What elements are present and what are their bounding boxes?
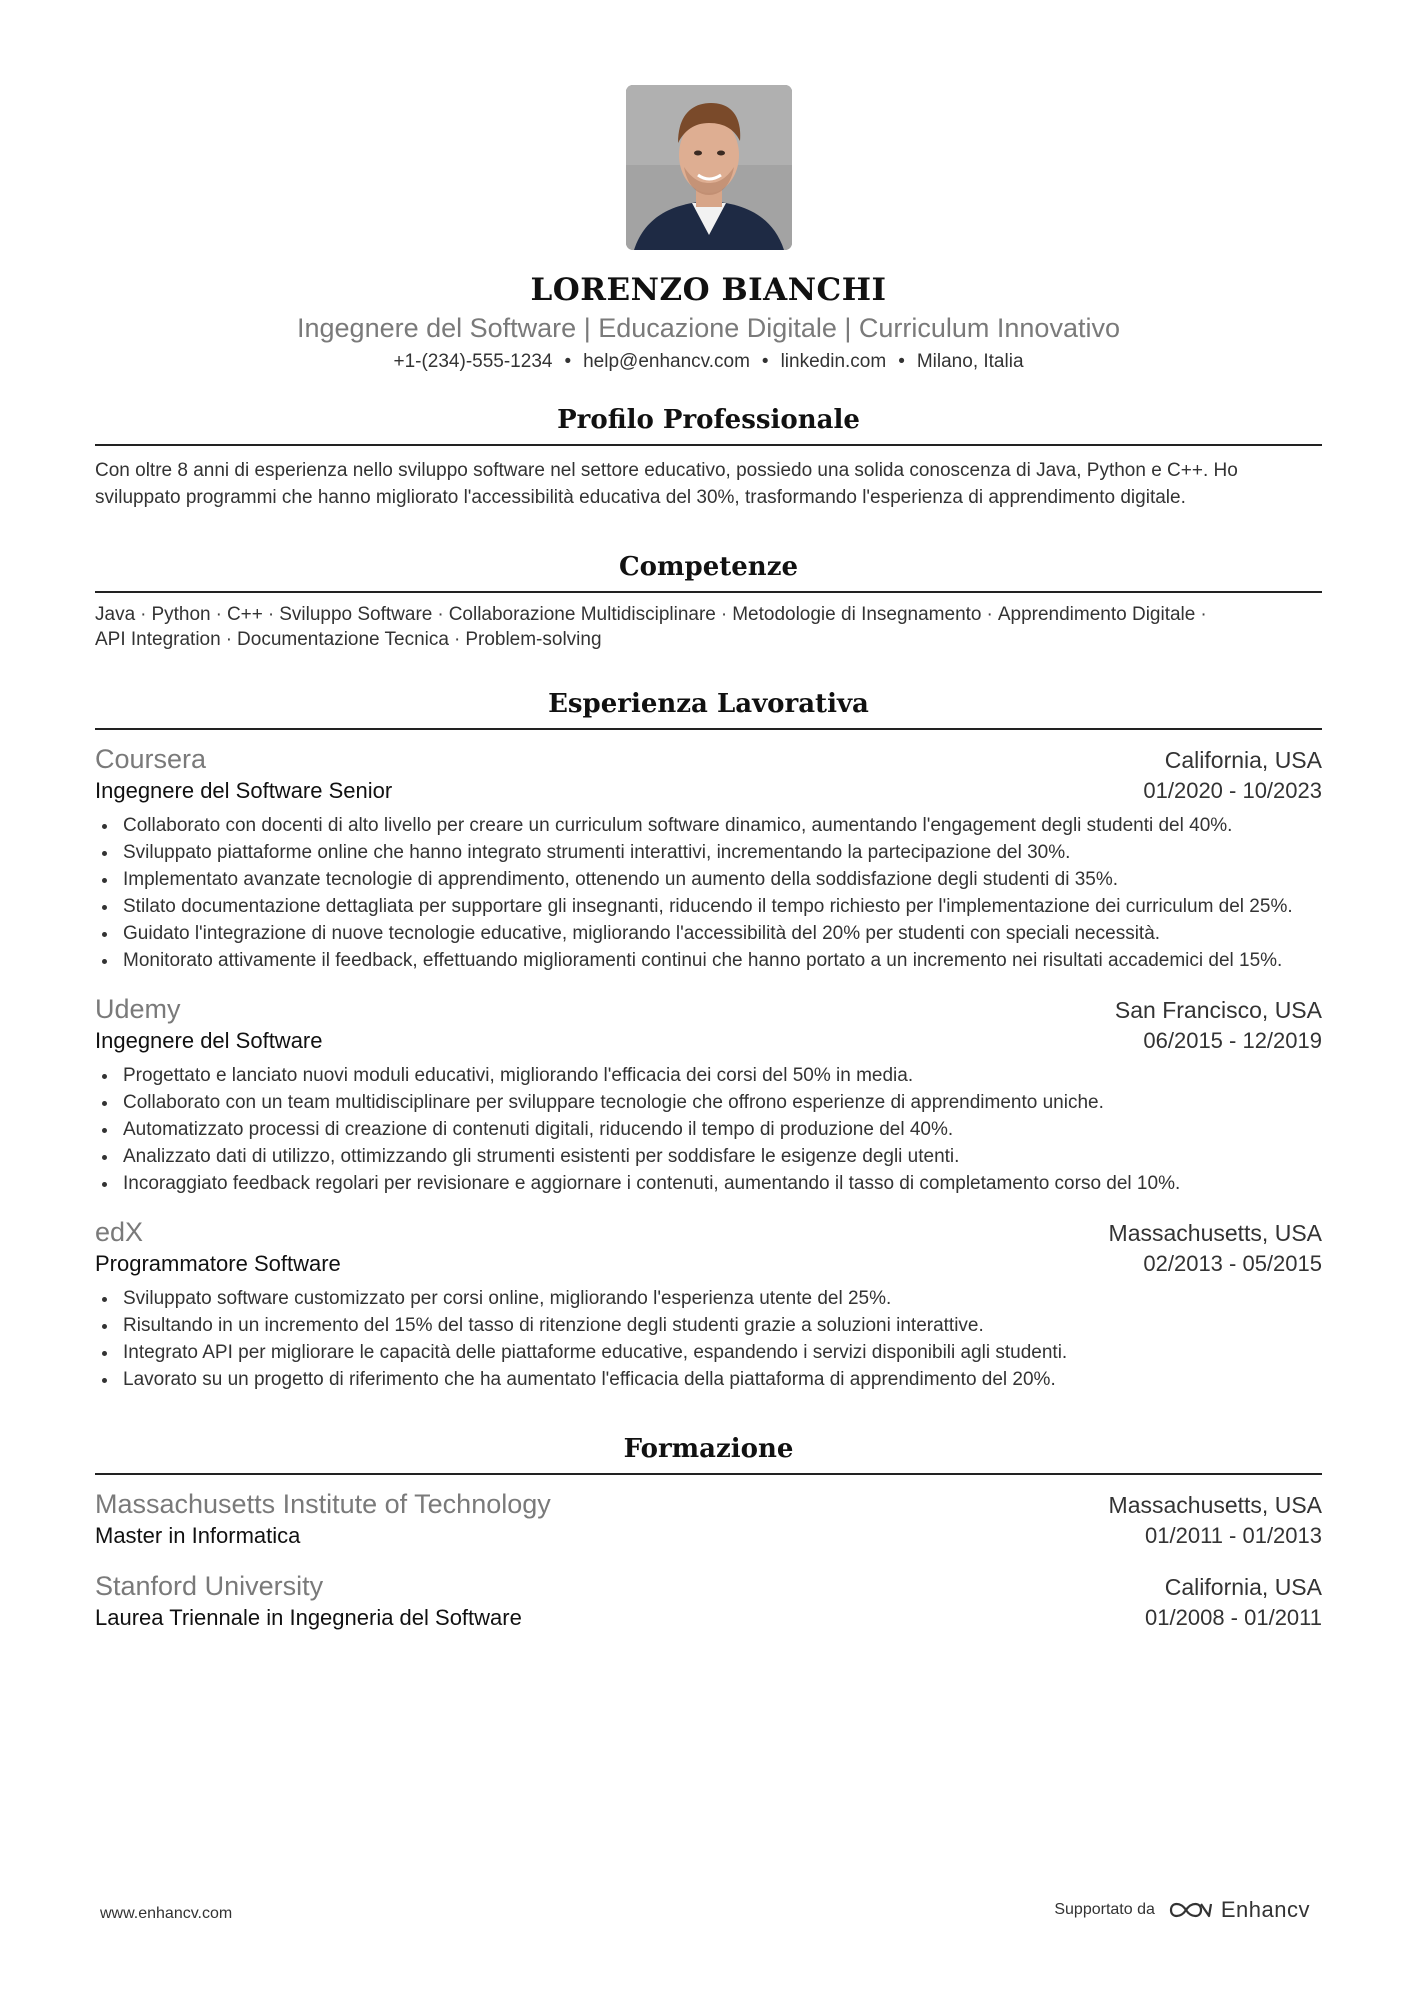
contact-location: Milano, Italia — [916, 351, 1024, 372]
contact-linkedin[interactable]: linkedin.com — [780, 351, 887, 372]
section-title: Profilo Professionale — [95, 404, 1322, 446]
job-role-row — [95, 1026, 1322, 1056]
education-header-row — [95, 1569, 1322, 1603]
education-degree: Laurea Triennale in Ingegneria del Software — [95, 1605, 522, 1630]
separator-dot: • — [761, 351, 769, 372]
job-role-row — [95, 1249, 1322, 1279]
education-section — [95, 1433, 1322, 1633]
skill-item: Collaborazione Multidisciplinare — [448, 604, 716, 625]
job-entry — [95, 992, 1322, 1197]
education-entry — [95, 1569, 1322, 1633]
brand-name: Enhancv — [1220, 1897, 1310, 1922]
skills-section — [95, 551, 1322, 652]
job-role-row — [95, 776, 1322, 806]
job-entry — [95, 742, 1322, 974]
job-header-row — [95, 1215, 1322, 1249]
separator-dot: • — [898, 351, 905, 372]
skill-item: Apprendimento Digitale — [997, 604, 1196, 625]
job-bullets — [95, 1062, 1322, 1197]
job-bullet: Progettato e lanciato nuovi moduli educativi, migliorando l'efficacia dei corsi del 50% in media. — [95, 1062, 1322, 1089]
profile-section — [95, 404, 1322, 511]
skill-separator: · — [1200, 604, 1207, 625]
education-location: California, USA — [1164, 1574, 1322, 1600]
job-company: Udemy — [95, 994, 181, 1024]
job-header-row — [95, 742, 1322, 776]
education-header-row — [95, 1487, 1322, 1521]
profile-photo — [626, 85, 792, 250]
job-bullet: Analizzato dati di utilizzo, ottimizzando gli strumenti esistenti per soddisfare le esigenze degli utenti. — [95, 1143, 1322, 1170]
skills-list — [95, 602, 1322, 652]
contact-email[interactable]: help@enhancv.com — [583, 351, 750, 372]
job-role: Programmatore Software — [95, 1251, 341, 1276]
experience-section — [95, 688, 1322, 1393]
resume-content — [95, 85, 1322, 1633]
job-location: Massachusetts, USA — [1108, 1220, 1322, 1246]
skill-separator: · — [453, 629, 461, 650]
skill-separator: · — [986, 604, 993, 625]
skill-separator: · — [225, 629, 233, 650]
section-title: Esperienza Lavorativa — [95, 688, 1322, 730]
education-degree-row — [95, 1521, 1322, 1551]
skill-separator: · — [720, 604, 728, 625]
job-entry — [95, 1215, 1322, 1393]
separator-dot: • — [564, 351, 572, 372]
skill-separator: · — [267, 604, 275, 625]
candidate-subtitle: Ingegnere del Software | Educazione Digitale | Curriculum Innovativo — [297, 313, 1120, 343]
skill-separator: · — [215, 604, 222, 625]
job-location: San Francisco, USA — [1114, 997, 1322, 1023]
job-dates: 02/2013 - 05/2015 — [1143, 1251, 1322, 1276]
section-title: Formazione — [95, 1433, 1322, 1475]
education-dates: 01/2008 - 01/2011 — [1145, 1605, 1322, 1630]
skill-item: C++ — [226, 604, 263, 625]
job-role: Ingegnere del Software — [95, 1028, 323, 1053]
contact-line — [95, 350, 1322, 374]
job-bullet: Collaborato con un team multidisciplinare per sviluppare tecnologie che offrono esperienze di apprendimento uniche. — [95, 1089, 1322, 1116]
job-bullet: Lavorato su un progetto di riferimento che ha aumentato l'efficacia della piattaforma di apprendimento del 20%. — [95, 1366, 1322, 1393]
education-location: Massachusetts, USA — [1108, 1492, 1322, 1518]
skill-item: Sviluppo Software — [279, 604, 433, 625]
job-header-row — [95, 992, 1322, 1026]
skill-item: Documentazione Tecnica — [237, 629, 449, 650]
education-school: Massachusetts Institute of Technology — [95, 1489, 551, 1519]
contact-phone[interactable]: +1-(234)-555-1234 — [393, 351, 553, 372]
education-dates: 01/2011 - 01/2013 — [1145, 1523, 1322, 1548]
education-degree: Master in Informatica — [95, 1523, 301, 1548]
job-bullet: Integrato API per migliorare le capacità delle piattaforme educative, espandendo i servizi disponibili agli studenti. — [95, 1339, 1322, 1366]
job-bullet: Collaborato con docenti di alto livello per creare un curriculum software dinamico, aumentando l'engagement degli studenti del 40%. — [95, 812, 1322, 839]
job-bullets — [95, 812, 1322, 974]
education-entry — [95, 1487, 1322, 1551]
job-role: Ingegnere del Software Senior — [95, 778, 393, 803]
skill-item: Metodologie di Insegnamento — [732, 604, 982, 625]
job-bullets — [95, 1285, 1322, 1393]
job-bullet: Sviluppato piattaforme online che hanno integrato strumenti interattivi, incrementando la partecipazione del 30%. — [95, 839, 1322, 866]
profile-summary: Con oltre 8 anni di esperienza nello sviluppo software nel settore educativo, possiedo una solida conoscenza di Java, Python e C++. Ho sviluppato programmi che hanno migliorato l'accessibilità educativa del 30%, trasformando l'esperienza di apprendimento digitale. — [95, 460, 1238, 508]
education-degree-row — [95, 1603, 1322, 1633]
job-bullet: Risultando in un incremento del 15% del tasso di ritenzione degli studenti grazie a soluzioni interattive. — [95, 1312, 1322, 1339]
job-bullet: Incoraggiato feedback regolari per revisionare e aggiornare i contenuti, aumentando il tasso di completamento corso del 10%. — [95, 1170, 1322, 1197]
footer-branding[interactable] — [1054, 1897, 1310, 1923]
job-bullet: Guidato l'integrazione di nuove tecnologie educative, migliorando l'accessibilità del 20% per studenti con speciali necessità. — [95, 920, 1322, 947]
powered-by-label: Supportato da — [1054, 1901, 1155, 1918]
skill-separator: · — [140, 604, 147, 625]
job-dates: 01/2020 - 10/2023 — [1143, 778, 1322, 803]
job-company: Coursera — [95, 744, 207, 774]
job-bullet: Stilato documentazione dettagliata per supportare gli insegnanti, riducendo il tempo richiesto per l'implementazione dei curriculum del 25%. — [95, 893, 1322, 920]
job-location: California, USA — [1164, 747, 1322, 773]
job-bullet: Sviluppato software customizzato per corsi online, migliorando l'esperienza utente del 25%. — [95, 1285, 1322, 1312]
job-bullet: Implementato avanzate tecnologie di apprendimento, ottenendo un aumento della soddisfazione degli studenti di 35%. — [95, 866, 1322, 893]
footer-website[interactable]: www.enhancv.com — [100, 1905, 233, 1922]
skill-item: Python — [151, 604, 211, 625]
skill-item: Problem-solving — [465, 629, 602, 650]
enhancv-logo-icon — [1167, 1898, 1213, 1922]
education-school: Stanford University — [95, 1571, 324, 1601]
section-title: Competenze — [95, 551, 1322, 593]
candidate-name: LORENZO BIANCHI — [530, 272, 887, 308]
portrait-image — [626, 85, 792, 250]
skill-item: Java — [95, 604, 136, 625]
job-company: edX — [95, 1217, 144, 1247]
skill-item: API Integration — [95, 629, 221, 650]
job-bullet: Monitorato attivamente il feedback, effettuando miglioramenti continui che hanno portato a un incremento nei risultati accademici del 15%. — [95, 947, 1322, 974]
job-bullet: Automatizzato processi di creazione di contenuti digitali, riducendo il tempo di produzione del 40%. — [95, 1116, 1322, 1143]
skill-separator: · — [437, 604, 444, 625]
job-dates: 06/2015 - 12/2019 — [1143, 1028, 1322, 1053]
